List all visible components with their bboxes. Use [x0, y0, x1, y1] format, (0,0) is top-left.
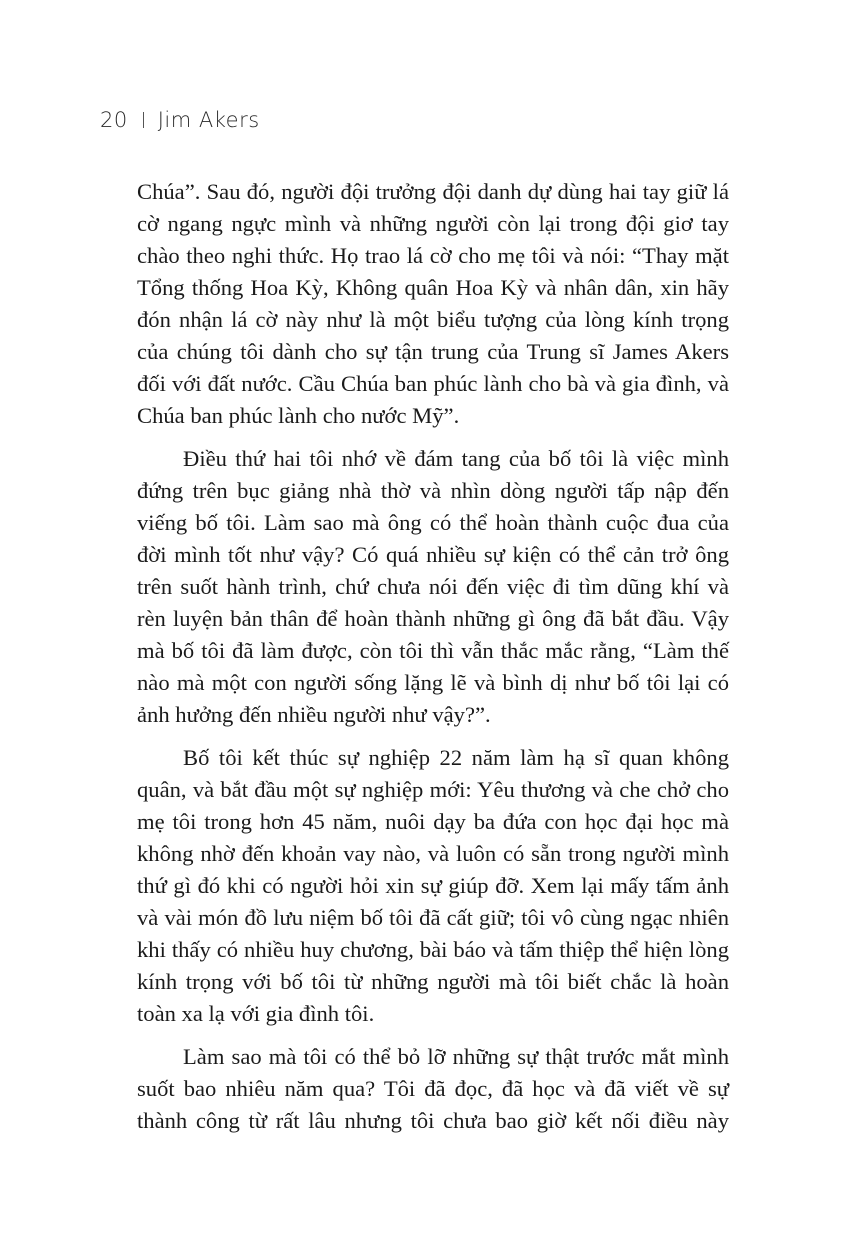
paragraph-2: Điều thứ hai tôi nhớ về đám tang của bố tôi là việc mình đứng trên bục giảng nhà thờ và nhìn dòng người tấp nập đến viếng bố tôi. Làm sao mà ông có thể hoàn thành cuộc đua của đời mình tốt như vậy? Có quá nhiều sự kiện có thể cản trở ông trên suốt hành trình, chứ chưa nói đến việc đi tìm dũng khí và rèn luyện bản thân để hoàn thành những gì ông đã bắt đầu. Vậy mà bố tôi đã làm được, còn tôi thì vẫn thắc mắc rằng, “Làm thế nào mà một con người sống lặng lẽ và bình dị như bố tôi lại có ảnh hưởng đến nhiều người như vậy?”.	[137, 446, 729, 727]
running-header	[100, 108, 260, 132]
paragraph-1: Chúa”. Sau đó, người đội trưởng đội danh dự dùng hai tay giữ lá cờ ngang ngực mình và những người còn lại trong đội giơ tay chào theo nghi thức. Họ trao lá cờ cho mẹ tôi và nói: “Thay mặt Tổng thống Hoa Kỳ, Không quân Hoa Kỳ và nhân dân, xin hãy đón nhận lá cờ này như là một biểu tượng của lòng kính trọng của chúng tôi dành cho sự tận trung của Trung sĩ James Akers đối với đất nước. Cầu Chúa ban phúc lành cho bà và gia đình, và Chúa ban phúc lành cho nước Mỹ”.	[137, 179, 729, 428]
paragraph-3: Bố tôi kết thúc sự nghiệp 22 năm làm hạ sĩ quan không quân, và bắt đầu một sự nghiệp mới: Yêu thương và che chở cho mẹ tôi trong hơn 45 năm, nuôi dạy ba đứa con học đại học mà không nhờ đến khoản vay nào, và luôn có sẵn trong người mình thứ gì đó khi có người hỏi xin sự giúp đỡ. Xem lại mấy tấm ảnh và vài món đồ lưu niệm bố tôi đã cất giữ; tôi vô cùng ngạc nhiên khi thấy có nhiều huy chương, bài báo và tấm thiệp thể hiện lòng kính trọng với bố tôi từ những người mà tôi biết chắc là hoàn toàn xa lạ với gia đình tôi.	[137, 745, 729, 1026]
paragraph-4: Làm sao mà tôi có thể bỏ lỡ những sự thật trước mắt mình suốt bao nhiêu năm qua? Tôi đã đọc, đã học và đã viết về sự thành công từ rất lâu nhưng tôi chưa bao giờ kết nối điều này	[137, 1044, 729, 1133]
page-body	[137, 176, 729, 1148]
header-divider	[143, 112, 144, 128]
author-name: Jim Akers	[157, 108, 260, 132]
page-number: 20	[100, 108, 128, 132]
